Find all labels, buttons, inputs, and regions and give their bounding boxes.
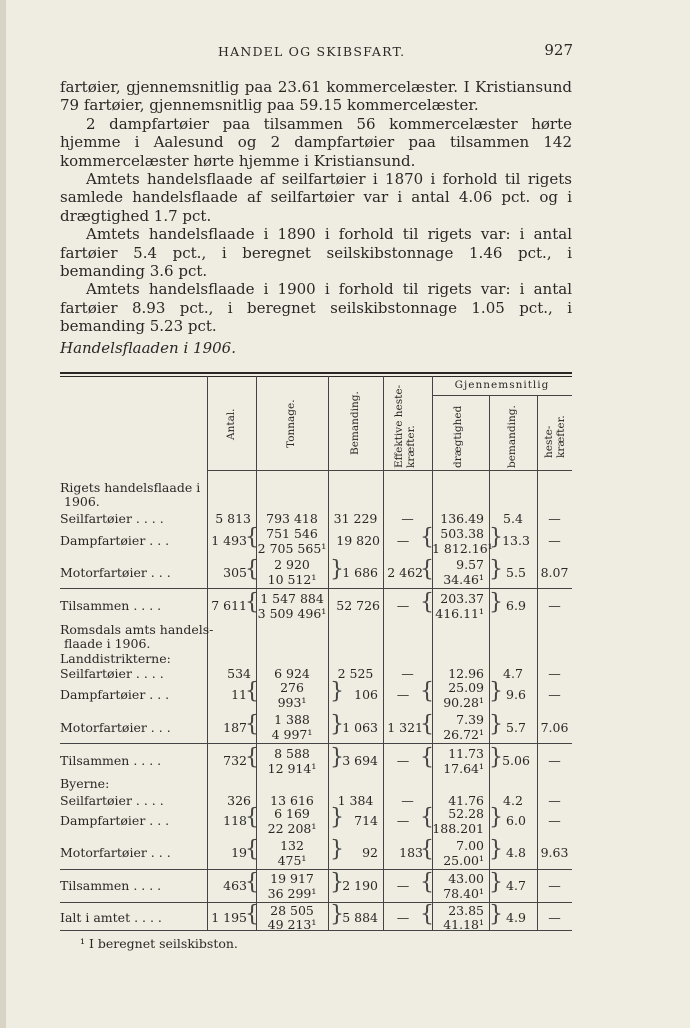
cell: — xyxy=(401,511,414,526)
cell: — xyxy=(396,598,410,613)
cell: 2 462 xyxy=(387,565,423,580)
table-top-rule xyxy=(60,372,572,374)
cell: 793 418 xyxy=(266,511,318,526)
brace: } xyxy=(489,870,503,895)
cell: 416.11¹ xyxy=(435,606,484,621)
cell: — xyxy=(396,813,410,828)
cell: 2 190 xyxy=(342,878,378,893)
cell: 11 xyxy=(231,687,247,702)
cell: 25.09 xyxy=(448,680,484,695)
cell: 41.18¹ xyxy=(443,917,484,932)
cell: 17.64¹ xyxy=(443,761,484,776)
table-top-rule-thin xyxy=(60,376,572,377)
cell: 4.2 xyxy=(503,793,523,808)
brace: } xyxy=(489,590,503,615)
cell: 43.00 xyxy=(448,871,484,886)
cell: 5.7 xyxy=(506,720,526,735)
brace: { xyxy=(420,525,434,550)
brace: } xyxy=(489,679,503,704)
cell: 5.4 xyxy=(503,511,523,526)
cell: 19 820 xyxy=(336,533,380,548)
cell: 41.76 xyxy=(448,793,484,808)
brace: } xyxy=(330,837,344,862)
cell: 7.06 xyxy=(540,720,569,735)
cell: 751 546 xyxy=(266,526,318,541)
cell: 11.73 xyxy=(448,746,484,761)
row-label: Dampfartøier . . . xyxy=(60,687,170,702)
cell: 19 917 xyxy=(270,871,314,886)
cell: — xyxy=(548,793,561,808)
brace: } xyxy=(330,805,344,830)
brace: } xyxy=(489,745,503,770)
cell: 1 195 xyxy=(211,910,247,925)
cell: — xyxy=(401,793,414,808)
cell: 19 xyxy=(231,845,247,860)
cell: 183 xyxy=(399,845,423,860)
cell: 9.6 xyxy=(506,687,526,702)
brace: } xyxy=(489,525,503,550)
body-text xyxy=(60,78,572,357)
cell: 203.37 xyxy=(440,591,484,606)
cell: 2 525 xyxy=(337,666,374,681)
brace: { xyxy=(245,902,259,927)
row-label: Tilsammen . . . . xyxy=(60,878,162,893)
cell: 52.28 xyxy=(448,806,484,821)
cell: 1 321 xyxy=(387,720,423,735)
brace: { xyxy=(420,870,434,895)
brace: } xyxy=(489,902,503,927)
cell: 118 xyxy=(223,813,247,828)
cell: 9.57 xyxy=(456,557,484,572)
cell: 1 812.16¹ xyxy=(432,541,493,556)
cell: 6 169 xyxy=(274,806,310,821)
cell: 475¹ xyxy=(277,853,307,868)
cell: — xyxy=(548,878,561,893)
cell: 1 063 xyxy=(342,720,378,735)
col-head-bemanding-avg: bemanding. xyxy=(506,405,518,468)
col-head-gjennemsnitlig: Gjennemsnitlig xyxy=(454,379,550,391)
row-label: Motorfartøier . . . xyxy=(60,845,171,860)
cell: — xyxy=(548,666,561,681)
cell: — xyxy=(548,813,561,828)
cell: 2 705 565¹ xyxy=(257,541,327,556)
cell: 732 xyxy=(223,753,247,768)
cell: — xyxy=(548,753,561,768)
section-label: 1906. xyxy=(64,494,100,509)
cell: 22 208¹ xyxy=(267,821,317,836)
gjennemsnitlig-rule xyxy=(432,395,572,396)
row-label: Tilsammen . . . . xyxy=(60,598,162,613)
cell: 5 813 xyxy=(215,511,251,526)
brace: } xyxy=(330,745,344,770)
brace: { xyxy=(245,679,259,704)
cell: — xyxy=(548,687,561,702)
cell: 5.06 xyxy=(502,753,530,768)
cell: 326 xyxy=(227,793,251,808)
brace: { xyxy=(420,557,434,582)
brace: } xyxy=(489,837,503,862)
cell: 7.39 xyxy=(456,712,484,727)
cell: 4.7 xyxy=(503,666,523,681)
col-head-hestekraefter: heste- kræfter. xyxy=(543,415,567,458)
running-header: HANDEL OG SKIBSFART. xyxy=(218,44,406,59)
cell: 1 547 884 xyxy=(260,591,324,606)
cell: 187 xyxy=(223,720,247,735)
cell: 463 xyxy=(223,878,247,893)
row-label: Ialt i amtet . . . . xyxy=(60,910,162,925)
brace: { xyxy=(420,745,434,770)
section-label: Byerne: xyxy=(60,776,110,791)
brace: { xyxy=(420,837,434,862)
section-label: Romsdals amts handels- xyxy=(60,622,214,637)
section-label: Landdistrikterne: xyxy=(60,651,171,666)
row-label: Seilfartøier . . . . xyxy=(60,511,164,526)
cell: — xyxy=(548,511,561,526)
cell: 6.9 xyxy=(506,598,526,613)
section-label: Rigets handelsflaade i xyxy=(60,480,201,495)
cell: 13.3 xyxy=(502,533,530,548)
cell: 6 924 xyxy=(274,666,310,681)
cell: — xyxy=(401,666,414,681)
cell: 36 299¹ xyxy=(267,886,317,901)
cell: 34.46¹ xyxy=(443,572,484,587)
brace: { xyxy=(245,837,259,862)
cell: 10 512¹ xyxy=(267,572,317,587)
cell: — xyxy=(396,910,410,925)
table-title: Handelsflaaden i 1906. xyxy=(60,338,236,357)
cell: 25.00¹ xyxy=(443,853,484,868)
footnote: ¹ I beregnet seilskibston. xyxy=(80,936,238,951)
cell: 26.72¹ xyxy=(443,727,484,742)
cell: — xyxy=(396,533,410,548)
brace: { xyxy=(245,745,259,770)
brace: { xyxy=(420,805,434,830)
cell: — xyxy=(396,753,410,768)
brace: { xyxy=(245,525,259,550)
cell: 8.07 xyxy=(540,565,569,580)
cell: 7 611 xyxy=(211,598,247,613)
col-head-effektive: Effektive heste- kræfter. xyxy=(393,384,417,468)
cell: 12 914¹ xyxy=(267,761,317,776)
brace: } xyxy=(489,805,503,830)
cell: 1 388 xyxy=(274,712,310,727)
brace: } xyxy=(330,712,344,737)
row-rule xyxy=(60,588,572,589)
cell: 92 xyxy=(362,845,378,860)
brace: { xyxy=(420,590,434,615)
paragraph: fartøier, gjennemsnitlig paa 23.61 kommercelæster. I Kristiansund 79 fartøier, gjennemsnitlig paa 59.15 kommercelæster. xyxy=(60,78,572,115)
brace: { xyxy=(245,870,259,895)
page-edge xyxy=(0,0,6,1028)
brace: { xyxy=(245,557,259,582)
cell: — xyxy=(396,687,410,702)
cell: 993¹ xyxy=(277,695,307,710)
cell: 28 505 xyxy=(270,903,314,918)
brace: { xyxy=(245,805,259,830)
cell: — xyxy=(396,878,410,893)
cell: 6.0 xyxy=(506,813,526,828)
row-label: Motorfartøier . . . xyxy=(60,720,171,735)
brace: } xyxy=(489,712,503,737)
col-head-bemanding: Bemanding. xyxy=(349,391,361,455)
cell: 23.85 xyxy=(448,903,484,918)
cell: 132 xyxy=(280,838,304,853)
cell: 13 616 xyxy=(270,793,314,808)
paragraph: Amtets handelsflaade af seilfartøier i 1870 i forhold til rigets samlede handelsflaade af seilfartøier var i antal 4.06 pct. og i drægtighed 1.7 pct. xyxy=(60,170,572,225)
cell: 7.00 xyxy=(456,838,484,853)
cell: 49 213¹ xyxy=(267,917,317,932)
cell: 106 xyxy=(354,687,378,702)
brace: { xyxy=(420,712,434,737)
cell: 1 686 xyxy=(342,565,378,580)
paragraph: 2 dampfartøier paa tilsammen 56 kommercelæster hørte hjemme i Aalesund og 2 dampfartøier paa tilsammen 142 kommercelæster hørte hjemme i Kristiansund. xyxy=(60,114,572,170)
cell: 305 xyxy=(223,565,247,580)
col-head-tonnage: Tonnage. xyxy=(285,399,297,448)
cell: 4.7 xyxy=(506,878,526,893)
brace: { xyxy=(420,679,434,704)
cell: 714 xyxy=(354,813,378,828)
row-label: Seilfartøier . . . . xyxy=(60,793,164,808)
brace: } xyxy=(330,679,344,704)
cell: 2 920 xyxy=(274,557,310,572)
cell: 3 694 xyxy=(342,753,378,768)
paragraph: Amtets handelsflaade i 1890 i forhold til rigets var: i antal fartøier 5.4 pct., i beregnet seilskibstonnage 1.46 pct., i bemanding 3.6 pct. xyxy=(60,225,572,281)
cell: 534 xyxy=(227,666,251,681)
cell: 3 509 496¹ xyxy=(257,606,327,621)
row-label: Motorfartøier . . . xyxy=(60,565,171,580)
brace: } xyxy=(489,557,503,582)
brace: { xyxy=(245,712,259,737)
brace: } xyxy=(330,902,344,927)
cell: 188.201 xyxy=(432,821,484,836)
cell: 12.96 xyxy=(448,666,484,681)
cell: — xyxy=(548,598,561,613)
cell: 31 229 xyxy=(333,511,378,526)
cell: — xyxy=(548,910,561,925)
row-label: Tilsammen . . . . xyxy=(60,753,162,768)
cell: 5 884 xyxy=(342,910,378,925)
col-head-draegtighed: drægtighed xyxy=(452,405,464,468)
page-number: 927 xyxy=(544,41,573,59)
brace: { xyxy=(420,902,434,927)
row-rule xyxy=(60,743,572,744)
cell: 8 588 xyxy=(274,746,310,761)
row-label: Seilfartøier . . . . xyxy=(60,666,164,681)
brace: } xyxy=(330,870,344,895)
cell: 4 997¹ xyxy=(271,727,313,742)
cell: — xyxy=(548,533,561,548)
cell: 1 384 xyxy=(337,793,374,808)
brace: { xyxy=(245,590,259,615)
row-label: Dampfartøier . . . xyxy=(60,533,170,548)
cell: 5.5 xyxy=(506,565,526,580)
col-head-antal: Antal. xyxy=(225,408,237,440)
cell: 1 493 xyxy=(211,533,247,548)
cell: 4.8 xyxy=(506,845,526,860)
cell: 4.9 xyxy=(506,910,526,925)
section-label: flaade i 1906. xyxy=(64,636,151,651)
cell: 90.28¹ xyxy=(443,695,484,710)
cell: 9.63 xyxy=(540,845,569,860)
row-label: Dampfartøier . . . xyxy=(60,813,170,828)
cell: 52 726 xyxy=(336,598,380,613)
brace: } xyxy=(330,557,344,582)
cell: 78.40¹ xyxy=(443,886,484,901)
paragraph: Amtets handelsflaade i 1900 i forhold til rigets var: i antal fartøier 8.93 pct., i beregnet seilskibstonnage 1.05 pct., i bemanding 5.23 pct. xyxy=(60,280,572,336)
cell: 503.38 xyxy=(440,526,484,541)
cell: 136.49 xyxy=(440,511,484,526)
header-bottom-rule xyxy=(207,470,572,471)
cell: 276 xyxy=(280,680,304,695)
